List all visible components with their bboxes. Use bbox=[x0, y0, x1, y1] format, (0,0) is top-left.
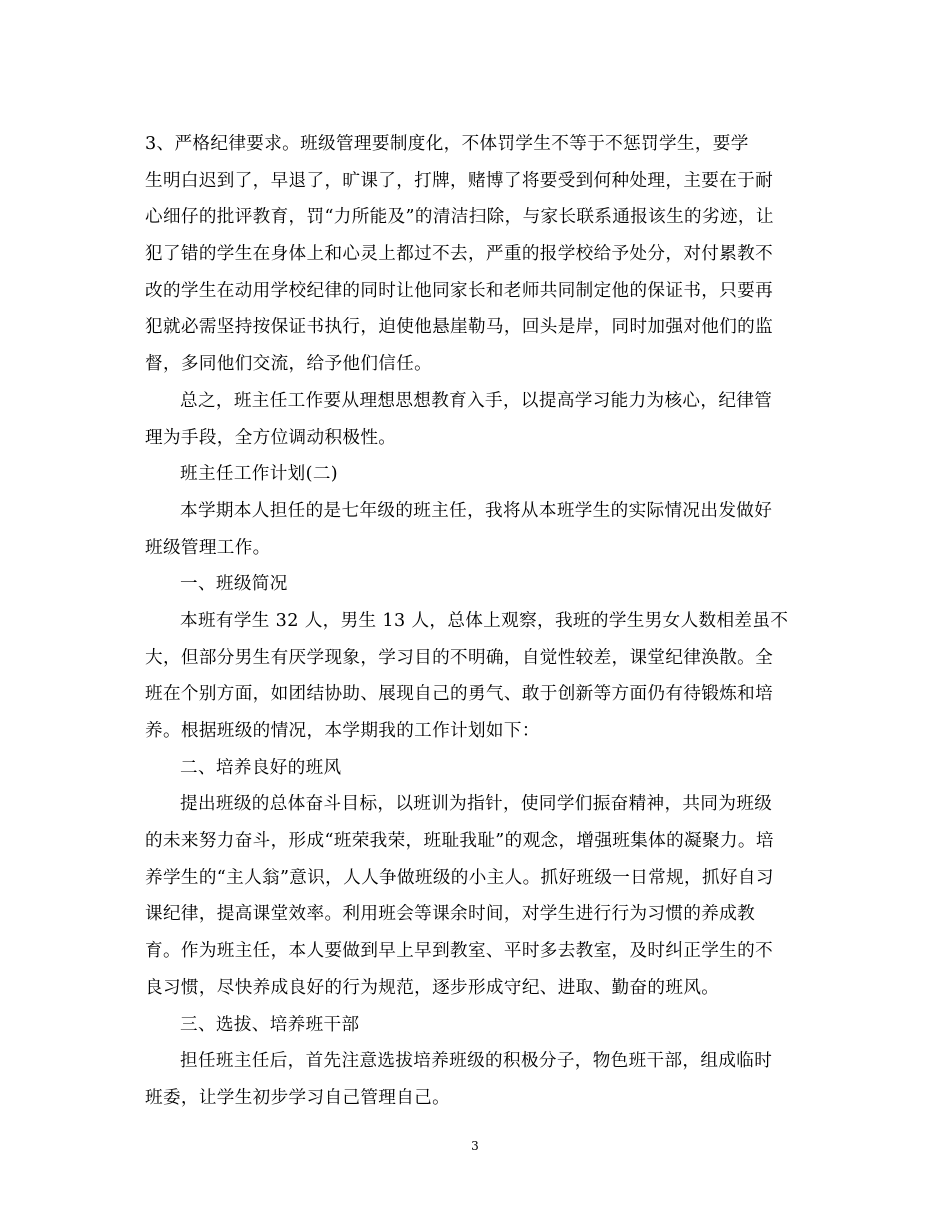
section-heading: 三、选拔、培养班干部 bbox=[180, 1014, 360, 1035]
text-line: 养。根据班级的情况，本学期我的工作计划如下： bbox=[145, 721, 540, 741]
section-title: 班主任工作计划(二) bbox=[180, 464, 338, 485]
paragraph-start-line: 担任班主任后，首先注意选拔培养班级的积极分子，物色班干部，组成临时 bbox=[180, 1051, 773, 1072]
text-line: 班级管理工作。 bbox=[145, 537, 271, 558]
text-line: 改的学生在动用学校纪律的同时让他同家长和老师共同制定他的保证书，只要再 bbox=[145, 280, 774, 301]
page-number: 3 bbox=[471, 1139, 479, 1153]
text-line: 生明白迟到了，早退了，旷课了，打牌，赌博了将要受到何种处理，主要在于耐 bbox=[145, 170, 774, 191]
text-line: 大，但部分男生有厌学现象，学习目的不明确，自觉性较差，课堂纪律涣散。全 bbox=[145, 647, 774, 668]
text-line: 课纪律，提高课堂效率。利用班会等课余时间，对学生进行行为习惯的养成教 bbox=[145, 904, 756, 925]
text-line: 养学生的“主人翁”意识，人人争做班级的小主人。抓好班级一日常规，抓好自习 bbox=[145, 867, 774, 888]
text-line: 理为手段，全方位调动积极性。 bbox=[145, 427, 397, 448]
text-line: 督，多同他们交流，给予他们信任。 bbox=[145, 354, 433, 375]
text-line: 犯就必需坚持按保证书执行，迫使他悬崖勒马，回头是岸，同时加强对他们的监 bbox=[145, 317, 774, 338]
text-line: 班在个别方面，如团结协助、展现自己的勇气、敢于创新等方面仍有待锻炼和培 bbox=[145, 684, 774, 705]
text-line: 的未来努力奋斗，形成“班荣我荣，班耻我耻”的观念，增强班集体的凝聚力。培 bbox=[145, 831, 774, 852]
paragraph-start-line: 提出班级的总体奋斗目标，以班训为指针，使同学们振奋精神，共同为班级 bbox=[180, 794, 773, 815]
paragraph-start-line: 总之，班主任工作要从理想思想教育入手，以提高学习能力为核心，纪律管 bbox=[180, 390, 773, 411]
document-body bbox=[145, 126, 807, 1117]
text-line: 犯了错的学生在身体上和心灵上都过不去，严重的报学校给予处分，对付累教不 bbox=[145, 244, 774, 265]
text-line: 良习惯，尽快养成良好的行为规范，逐步形成守纪、进取、勤奋的班风。 bbox=[145, 977, 720, 998]
paragraph-start-line: 本学期本人担任的是七年级的班主任，我将从本班学生的实际情况出发做好 bbox=[180, 500, 773, 521]
section-heading: 二、培养良好的班风 bbox=[180, 757, 342, 778]
text-line: 3、严格纪律要求。班级管理要制度化，不体罚学生不等于不惩罚学生，要学 bbox=[145, 134, 749, 154]
text-line: 育。作为班主任，本人要做到早上早到教室、平时多去教室，及时纠正学生的不 bbox=[145, 941, 774, 962]
paragraph-start-line: 本班有学生 32 人，男生 13 人，总体上观察，我班的学生男女人数相差虽不 bbox=[180, 610, 789, 631]
text-line: 班委，让学生初步学习自己管理自己。 bbox=[145, 1087, 451, 1108]
section-heading: 一、班级简况 bbox=[180, 574, 288, 595]
text-line: 心细仔的批评教育，罚“力所能及”的清洁扫除，与家长联系通报该生的劣迹，让 bbox=[145, 207, 774, 228]
